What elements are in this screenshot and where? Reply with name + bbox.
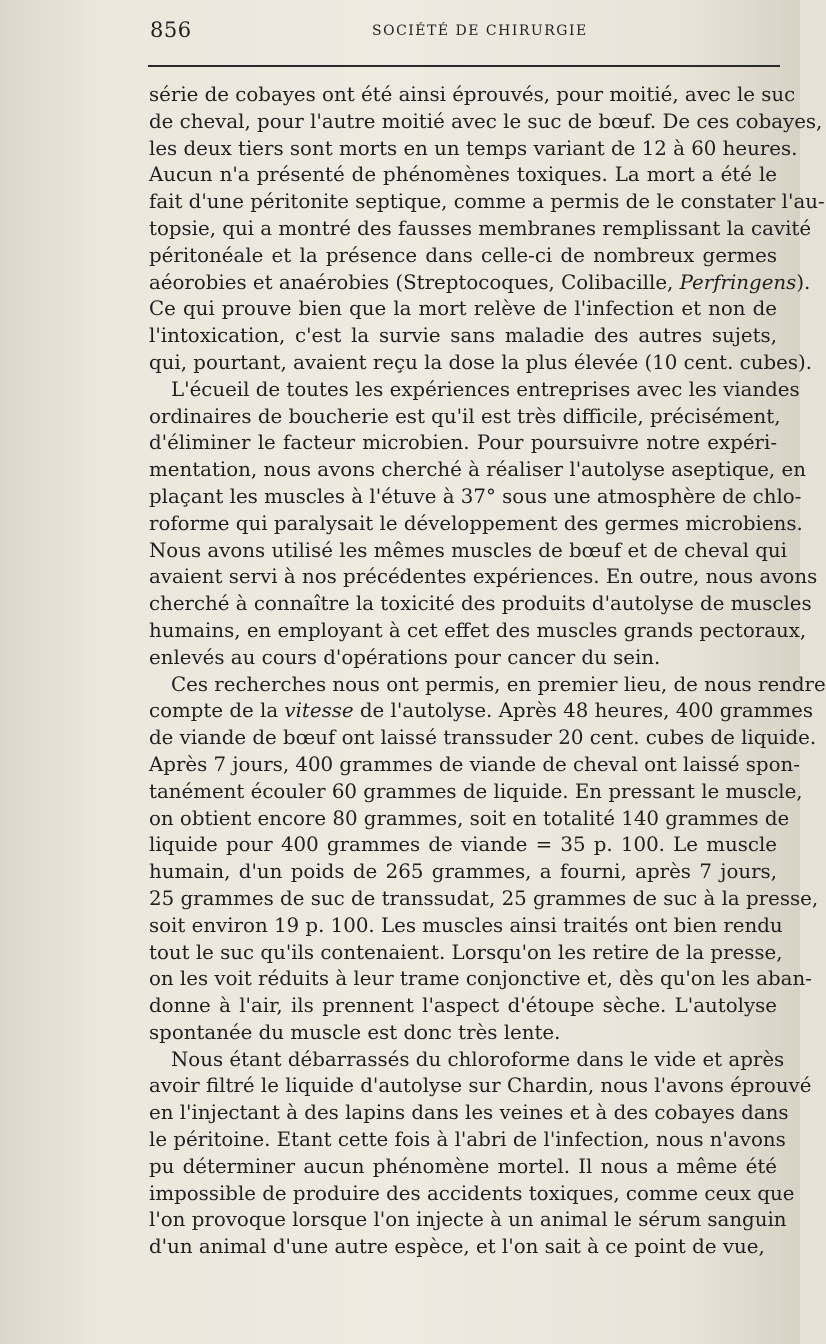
paragraph [149, 1047, 812, 1261]
text-line: humains, en employant à cet effet des muscles grands pectoraux, [149, 618, 807, 642]
running-head [150, 18, 780, 46]
text-line: en l'injectant à des lapins dans les veines et à des cobayes dans [149, 1101, 789, 1125]
text-line: avaient servi à nos précédentes expériences. En outre, nous avons [149, 565, 818, 589]
journal-title: SOCIÉTÉ DE CHIRURGIE [372, 23, 588, 39]
text-line: L'écueil de toutes les expériences entreprises avec les viandes [171, 377, 800, 401]
text-line: Ce qui prouve bien que la mort relève de l'infection et non de [149, 297, 777, 321]
text-line: liquide pour 400 grammes de viande = 35 p. 100. Le muscle [149, 833, 777, 857]
text-line: série de cobayes ont été ainsi éprouvés, pour moitié, avec le suc [149, 83, 796, 106]
page-number: 856 [150, 18, 192, 42]
text-line: Nous étant débarrassés du chloroforme dans le vide et après [171, 1047, 785, 1071]
text-line: soit environ 19 p. 100. Les muscles ainsi traités ont bien rendu [149, 913, 783, 937]
text-line: les deux tiers sont morts en un temps variant de 12 à 60 heures. [149, 136, 798, 160]
paragraph [149, 672, 826, 1047]
text-line: le péritoine. Etant cette fois à l'abri de l'infection, nous n'avons [149, 1128, 786, 1152]
text-line: plaçant les muscles à l'étuve à 37° sous une atmosphère de chlo- [149, 484, 802, 508]
paragraph [149, 82, 825, 377]
text-line: ordinaires de boucherie est qu'il est très difficile, précisément, [149, 404, 781, 428]
paragraph [149, 377, 818, 672]
text-line: aéorobies et anaérobies (Streptocoques, Colibacille, Perfringens). [149, 270, 811, 294]
text-line: on les voit réduits à leur trame conjonctive et, dès qu'on les aban- [149, 967, 812, 991]
text-line: mentation, nous avons cherché à réaliser l'autolyse aseptique, en [149, 458, 806, 482]
text-line: fait d'une péritonite septique, comme a permis de le constater l'au- [149, 190, 825, 214]
header-rule [148, 65, 780, 67]
text-line: 25 grammes de suc de transsudat, 25 grammes de suc à la presse, [149, 886, 819, 910]
text-line: pu déterminer aucun phénomène mortel. Il nous a même été [149, 1154, 777, 1178]
text-line: topsie, qui a montré des fausses membranes remplissant la cavité [149, 216, 812, 240]
body-text [149, 82, 826, 1261]
text-line: humain, d'un poids de 265 grammes, a fourni, après 7 jours, [149, 860, 777, 884]
text-line: l'on provoque lorsque l'on injecte à un animal le sérum sanguin [149, 1208, 787, 1232]
text-line: Nous avons utilisé les mêmes muscles de bœuf et de cheval qui [149, 538, 787, 562]
text-line: d'un animal d'une autre espèce, et l'on sait à ce point de vue, [149, 1235, 765, 1259]
text-line: Après 7 jours, 400 grammes de viande de cheval ont laissé spon- [149, 752, 800, 776]
text-line: qui, pourtant, avaient reçu la dose la plus élevée (10 cent. cubes). [149, 350, 813, 374]
text-line: cherché à connaître la toxicité des produits d'autolyse de muscles [149, 592, 812, 616]
text-line: de cheval, pour l'autre moitié avec le suc de bœuf. De ces cobayes, [149, 109, 823, 133]
text-line: spontanée du muscle est donc très lente. [149, 1020, 561, 1044]
text-line: compte de la vitesse de l'autolyse. Après 48 heures, 400 grammes [149, 699, 814, 723]
text-line: Aucun n'a présenté de phénomènes toxiques. La mort a été le [149, 163, 777, 187]
text-line: tanément écouler 60 grammes de liquide. En pressant le muscle, [149, 779, 803, 803]
text-line: tout le suc qu'ils contenaient. Lorsqu'on les retire de la presse, [149, 940, 783, 964]
text-line: péritonéale et la présence dans celle-ci de nombreux germes [149, 243, 777, 267]
text-line: l'intoxication, c'est la survie sans maladie des autres sujets, [149, 324, 777, 348]
text-line: Ces recherches nous ont permis, en premier lieu, de nous rendre [171, 672, 826, 696]
text-line: donne à l'air, ils prennent l'aspect d'étoupe sèche. L'autolyse [149, 994, 777, 1018]
text-line: enlevés au cours d'opérations pour cancer du sein. [149, 645, 661, 669]
text-line: on obtient encore 80 grammes, soit en totalité 140 grammes de [149, 806, 790, 830]
text-line: avoir filtré le liquide d'autolyse sur Chardin, nous l'avons éprouvé [149, 1074, 812, 1098]
text-line: de viande de bœuf ont laissé transsuder 20 cent. cubes de liquide. [149, 726, 817, 750]
text-line: roforme qui paralysait le développement des germes microbiens. [149, 511, 803, 535]
text-line: impossible de produire des accidents toxiques, comme ceux que [149, 1181, 795, 1205]
text-line: d'éliminer le facteur microbien. Pour poursuivre notre expéri- [149, 431, 777, 455]
